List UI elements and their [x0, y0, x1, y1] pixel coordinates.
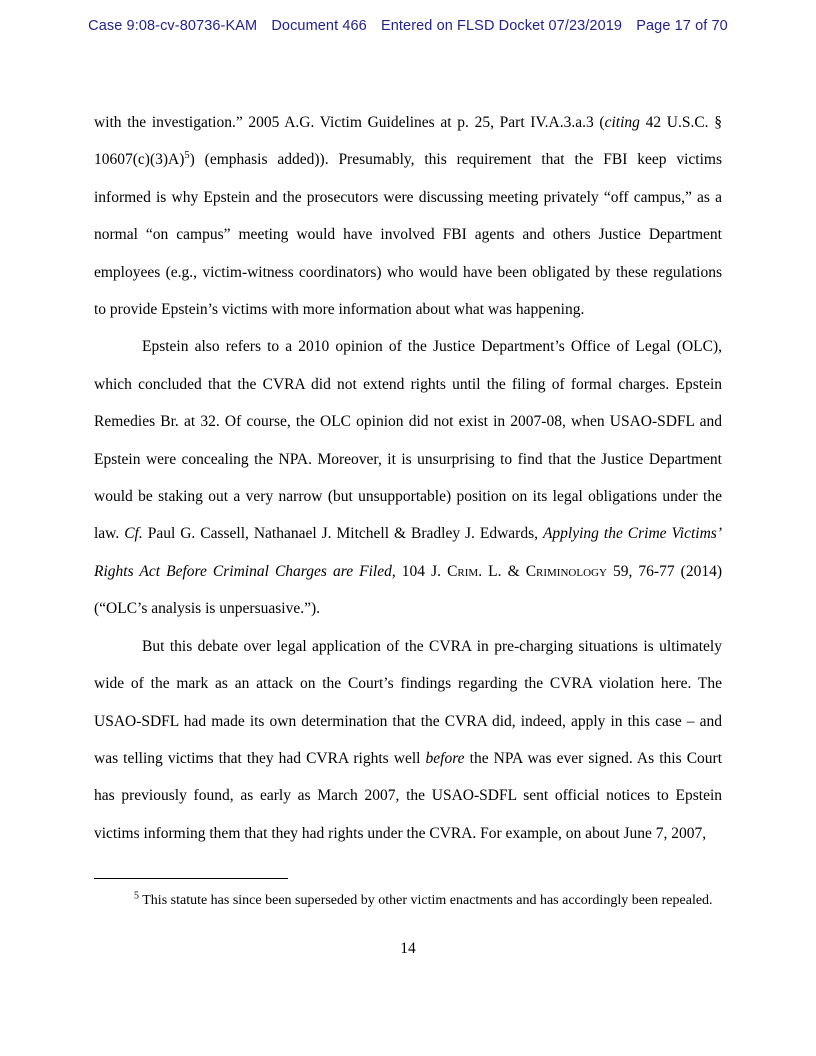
header-case-number: Case 9:08-cv-80736-KAM: [88, 18, 258, 34]
footnote-text: [94, 890, 722, 911]
header-page-indicator: Page 17 of 70: [636, 18, 728, 34]
footnote-number: 5: [134, 890, 139, 902]
paragraph-3: But this debate over legal application of the CVRA in pre-charging situations is ultimately wide of the mark as an attack on the Court’s findings regarding the CVRA violation here. The USAO-SDFL had made its own determination that the CVRA did, indeed, apply in this case – and was telling victims that they had CVRA rights well before the NPA was ever signed. As this Court has previously found, as early as March 2007, the USAO-SDFL sent official notices to Epstein victims informing them that they had rights under the CVRA. For example, on about June 7, 2007,: [94, 637, 723, 842]
paragraph-1: with the investigation.” 2005 A.G. Victim Guidelines at p. 25, Part IV.A.3.a.3 (citing 42 U.S.C. § 10607(c)(3)A)$^5$) (emphasis added)). Presumably, this requirement that the FBI keep victims informed is why Epstein and the prosecutors were discussing meeting privately “off campus,” as a normal “on campus” meeting would have involved FBI agents and others Justice Department employees (e.g., victim-witness coordinators) who would have been obligated by these regulations to provide Epstein’s victims with more information about what was happening.: [94, 114, 722, 319]
court-filing-header: [0, 18, 816, 34]
page-number: 14: [400, 940, 416, 957]
footnote-body: This statute has since been superseded by other victim enactments and has accordingly been repealed.: [139, 893, 713, 908]
footnote-separator: [94, 878, 288, 879]
footnote-marker-5: 5: [184, 150, 190, 162]
document-body: [94, 104, 722, 852]
paragraph-2: Epstein also refers to a 2010 opinion of the Justice Department’s Office of Legal (OLC), which concluded that the CVRA did not extend rights until the filing of formal charges. Epstein Remedies Br. at 32. Of course, the OLC opinion did not exist in 2007-08, when USAO-SDFL and Epstein were concealing the NPA. Moreover, it is unsurprising to find that the Justice Department would be staking out a very narrow (but unsupportable) position on its legal obligations under the law. Cf. Paul G. Cassell, Nathanael J. Mitchell & Bradley J. Edwards, Applying the Crime Victims’ Rights Act Before Criminal Charges are Filed, 104 J. Crim. L. & Criminology 59, 76-77 (2014) (“OLC’s analysis is unpersuasive.”).: [94, 338, 722, 618]
header-docket-entry: Entered on FLSD Docket 07/23/2019: [380, 18, 623, 34]
header-document-number: Document 466: [271, 18, 367, 34]
